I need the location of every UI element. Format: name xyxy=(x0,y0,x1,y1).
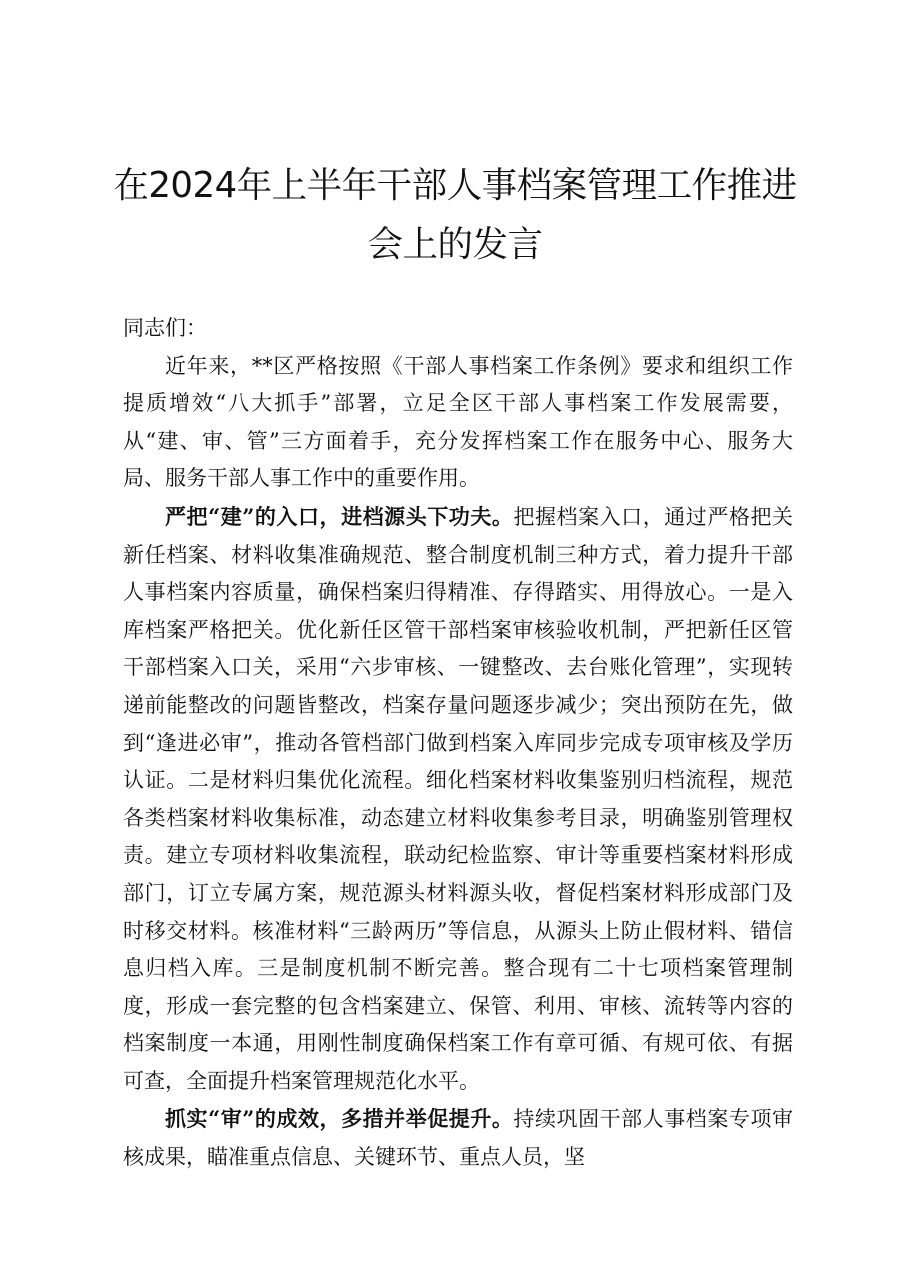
section-heading-build: 严把“建”的入口，进档源头下功夫。 xyxy=(165,503,514,529)
title-line-1: 在2024年上半年干部人事档案管理工作推进 xyxy=(113,165,797,206)
paragraph-build xyxy=(123,498,793,1101)
title-line-2: 会上的发言 xyxy=(367,224,543,265)
paragraph-intro: 近年来，**区严格按照《干部人事档案工作条例》要求和组织工作提质增效“八大抓手”部署，立足全区干部人事档案工作发展需要，从“建、审、管”三方面着手，充分发挥档案工作在服务中心、服务大局、服务干部人事工作中的重要作用。 xyxy=(123,353,793,491)
paragraph-review xyxy=(123,1100,793,1176)
salutation: 同志们： xyxy=(123,316,207,340)
paragraph-review-text: 持续巩固干部人事档案专项审核成果，瞄准重点信息、关键环节、重点人员，坚 xyxy=(123,1107,793,1170)
document-title xyxy=(110,156,800,274)
document-body xyxy=(123,310,793,1177)
section-heading-review: 抓实“审”的成效，多措并举促提升。 xyxy=(165,1106,514,1132)
paragraph-build-text: 把握档案入口，通过严格把关新任档案、材料收集准确规范、整合制度机制三种方式，着力提升干部人事档案内容质量，确保档案归得精准、存得踏实、用得放心。一是入库档案严格把关。优化新任区管干部档案审核验收机制，严把新任区管干部档案入口关，采用“六步审核、一键整改、去台账化管理”，实现转递前能整改的问题皆整改，档案存量问题逐步减少；突出预防在先，做到“逢进必审”，推动各管档部门做到档案入库同步完成专项审核及学历认证。二是材料归集优化流程。细化档案材料收集鉴别归档流程，规范各类档案材料收集标准，动态建立材料收集参考目录，明确鉴别管理权责。建立专项材料收集流程，联动纪检监察、审计等重要档案材料形成部门，订立专属方案，规范源头材料源头收，督促档案材料形成部门及时移交材料。核准材料“三龄两历”等信息，从源头上防止假材料、错信息归档入库。三是制度机制不断完善。整合现有二十七项档案管理制度，形成一套完整的包含档案建立、保管、利用、审核、流转等内容的档案制度一本通，用刚性制度确保档案工作有章可循、有规可依、有据可查，全面提升档案管理规范化水平。 xyxy=(123,504,793,1093)
